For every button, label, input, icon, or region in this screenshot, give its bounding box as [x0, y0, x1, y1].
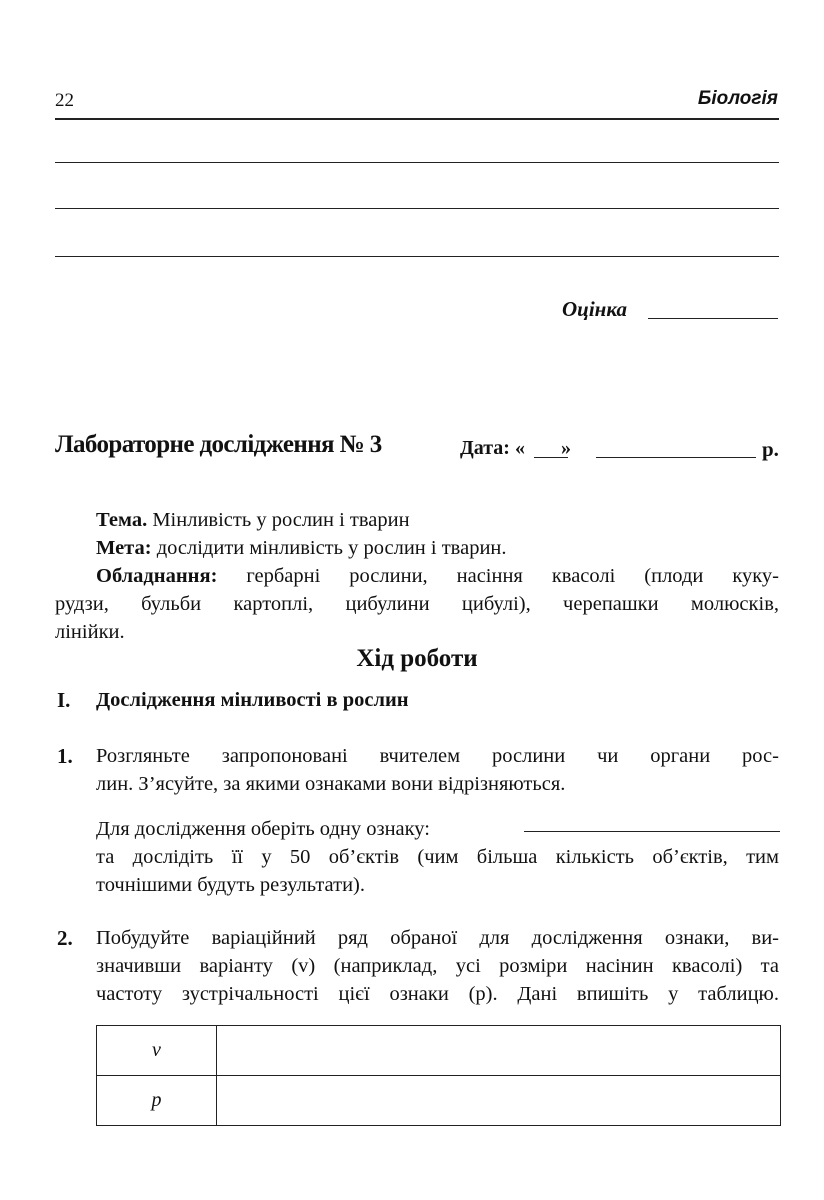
lab-title: Лабораторне дослідження № 3 — [55, 431, 382, 458]
part1-title: Дослідження мінливості в рослин — [96, 689, 409, 711]
answer-line — [55, 162, 779, 163]
row-header-p: p — [97, 1076, 217, 1126]
topic-text: Мінливість у рослин і тварин — [147, 509, 410, 531]
date-day-blank — [534, 457, 568, 458]
goal-line — [96, 534, 779, 562]
topic-line — [96, 506, 779, 534]
equipment-line-2: рудзи, бульби картоплі, цибулини цибулі), черепашки молюсків, — [55, 593, 779, 615]
step1-choose: Для дослідження оберіть одну ознаку: — [96, 818, 430, 840]
header-rule — [55, 118, 779, 120]
table-row — [97, 1026, 781, 1076]
topic-label: Тема. — [96, 509, 148, 531]
goal-text: дослідити мінливість у рослин і тварин. — [151, 537, 507, 559]
equipment-text-1: гербарні рослини, насіння квасолі (плоди куку- — [217, 565, 779, 587]
row-p-cell[interactable] — [217, 1076, 781, 1126]
step1-line-2: лин. З’ясуйте, за якими ознаками вони відрізняються. — [96, 773, 566, 795]
answer-line — [55, 256, 779, 257]
step1-number: 1. — [57, 744, 73, 768]
step1-line-4: точнішими будуть результати). — [96, 874, 366, 896]
table-row — [97, 1076, 781, 1126]
row-v-cell[interactable] — [217, 1026, 781, 1076]
goal-label: Мета: — [96, 537, 152, 559]
step2-line-1: Побудуйте варіаційний ряд обраної для дослідження ознаки, ви- — [96, 927, 779, 949]
grade-label: Оцінка — [562, 297, 627, 321]
step2-number: 2. — [57, 926, 73, 950]
procedure-title: Хід роботи — [356, 645, 478, 672]
step1-line-1: Розгляньте запропоновані вчителем рослини чи органи рос- — [96, 745, 779, 767]
equipment-label: Обладнання: — [96, 565, 218, 587]
part1-numeral: I. — [57, 688, 71, 712]
step2-line-3: частоту зустрічальності цієї ознаки (p). Дані впишіть у таблицю. — [96, 983, 779, 1005]
date-close-quote: » — [560, 437, 571, 459]
subject-title: Біологія — [697, 88, 778, 109]
year-suffix: р. — [762, 437, 779, 461]
row-header-v: v — [97, 1026, 217, 1076]
answer-line — [55, 208, 779, 209]
feature-blank — [524, 831, 780, 832]
date-month-blank — [596, 457, 756, 458]
variation-table — [96, 1025, 781, 1126]
date-label-text: Дата: « — [460, 437, 525, 459]
page-number: 22 — [55, 90, 74, 111]
step2-line-2: значивши варіанту (v) (наприклад, усі розміри насінин квасолі) та — [96, 955, 779, 977]
step1-line-3: та дослідіть її у 50 об’єктів (чим більша кількість об’єктів, тим — [96, 846, 779, 868]
equipment-line-1 — [96, 562, 779, 590]
equipment-line-3: лінійки. — [55, 621, 125, 643]
grade-blank — [648, 318, 778, 319]
